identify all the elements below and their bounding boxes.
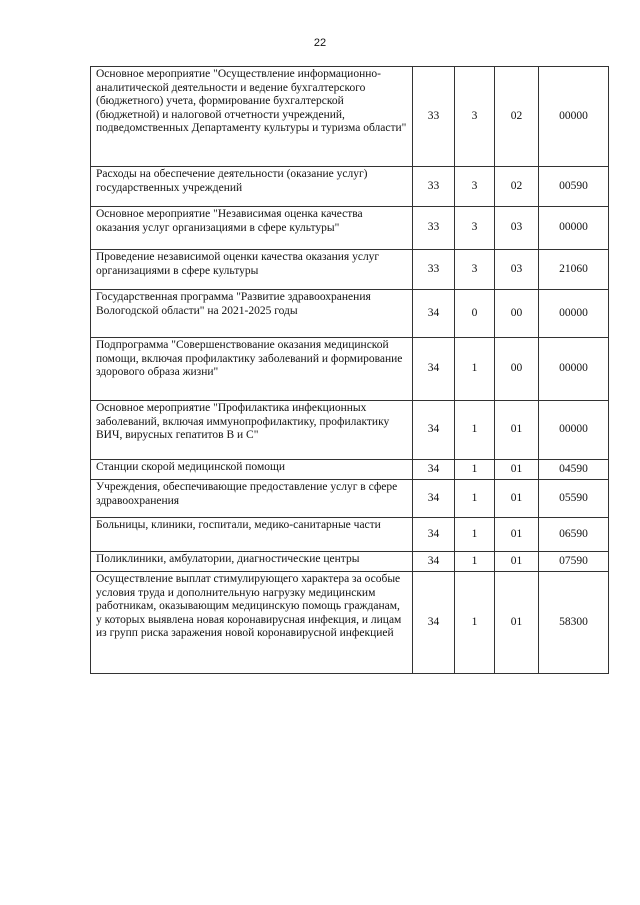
code-subprogram: 1 — [455, 338, 495, 401]
code-subprogram: 3 — [455, 67, 495, 167]
code-direction: 00000 — [539, 207, 609, 250]
table-row — [91, 250, 609, 290]
table-row — [91, 572, 609, 674]
row-name: Основное мероприятие "Осуществление информационно-аналитической деятельности и ведение бухгалтерского (бюджетного) учета, формирование бухгалтерской (бюджетной) и налоговой отчетности учреждений, подведомственных Департаменту культуры и туризма области" — [91, 67, 413, 167]
code-subprogram: 1 — [455, 480, 495, 518]
code-program: 33 — [413, 67, 455, 167]
code-event: 01 — [495, 552, 539, 572]
row-name: Расходы на обеспечение деятельности (оказание услуг) государственных учреждений — [91, 167, 413, 207]
row-name: Станции скорой медицинской помощи — [91, 460, 413, 480]
row-name: Проведение независимой оценки качества оказания услуг организациями в сфере культуры — [91, 250, 413, 290]
code-subprogram: 1 — [455, 518, 495, 552]
code-event: 01 — [495, 518, 539, 552]
table-row — [91, 518, 609, 552]
code-program: 34 — [413, 518, 455, 552]
code-event: 03 — [495, 250, 539, 290]
code-program: 34 — [413, 338, 455, 401]
code-direction: 00000 — [539, 401, 609, 460]
code-event: 02 — [495, 167, 539, 207]
table-row — [91, 480, 609, 518]
code-direction: 06590 — [539, 518, 609, 552]
code-program: 34 — [413, 290, 455, 338]
row-name: Государственная программа "Развитие здравоохранения Вологодской области" на 2021-2025 годы — [91, 290, 413, 338]
row-name: Осуществление выплат стимулирующего характера за особые условия труда и дополнительную нагрузку медицинским работникам, оказывающим медицинскую помощь гражданам, у которых выявлена новая коронавирусная инфекция, и лицам из групп риска заражения новой коронавирусной инфекцией — [91, 572, 413, 674]
code-event: 02 — [495, 67, 539, 167]
row-name: Поликлиники, амбулатории, диагностические центры — [91, 552, 413, 572]
row-name: Подпрограмма "Совершенствование оказания медицинской помощи, включая профилактику заболеваний и формирование здорового образа жизни" — [91, 338, 413, 401]
code-direction: 00590 — [539, 167, 609, 207]
code-subprogram: 3 — [455, 250, 495, 290]
code-subprogram: 3 — [455, 167, 495, 207]
code-direction: 07590 — [539, 552, 609, 572]
code-program: 34 — [413, 552, 455, 572]
table-row — [91, 290, 609, 338]
code-program: 34 — [413, 480, 455, 518]
code-direction: 00000 — [539, 67, 609, 167]
code-event: 00 — [495, 290, 539, 338]
code-program: 33 — [413, 167, 455, 207]
code-event: 01 — [495, 480, 539, 518]
code-event: 03 — [495, 207, 539, 250]
code-direction: 05590 — [539, 480, 609, 518]
code-program: 34 — [413, 460, 455, 480]
code-subprogram: 1 — [455, 552, 495, 572]
code-subprogram: 1 — [455, 401, 495, 460]
code-direction: 04590 — [539, 460, 609, 480]
table-row — [91, 552, 609, 572]
code-subprogram: 3 — [455, 207, 495, 250]
code-subprogram: 1 — [455, 572, 495, 674]
code-subprogram: 0 — [455, 290, 495, 338]
code-direction: 21060 — [539, 250, 609, 290]
code-event: 01 — [495, 572, 539, 674]
code-program: 34 — [413, 572, 455, 674]
code-program: 33 — [413, 207, 455, 250]
code-event: 01 — [495, 401, 539, 460]
code-direction: 58300 — [539, 572, 609, 674]
row-name: Основное мероприятие "Профилактика инфекционных заболеваний, включая иммунопрофилактику, профилактику ВИЧ, вирусных гепатитов В и С" — [91, 401, 413, 460]
row-name: Основное мероприятие "Независимая оценка качества оказания услуг организациями в сфере культуры" — [91, 207, 413, 250]
page-number: 22 — [313, 37, 327, 49]
table-row — [91, 67, 609, 167]
code-program: 34 — [413, 401, 455, 460]
budget-classification-table — [90, 66, 609, 674]
code-direction: 00000 — [539, 290, 609, 338]
table-row — [91, 401, 609, 460]
code-direction: 00000 — [539, 338, 609, 401]
table-row — [91, 207, 609, 250]
row-name: Учреждения, обеспечивающие предоставление услуг в сфере здравоохранения — [91, 480, 413, 518]
table-row — [91, 460, 609, 480]
table-row — [91, 167, 609, 207]
code-event: 00 — [495, 338, 539, 401]
code-program: 33 — [413, 250, 455, 290]
table-row — [91, 338, 609, 401]
code-event: 01 — [495, 460, 539, 480]
code-subprogram: 1 — [455, 460, 495, 480]
row-name: Больницы, клиники, госпитали, медико-санитарные части — [91, 518, 413, 552]
